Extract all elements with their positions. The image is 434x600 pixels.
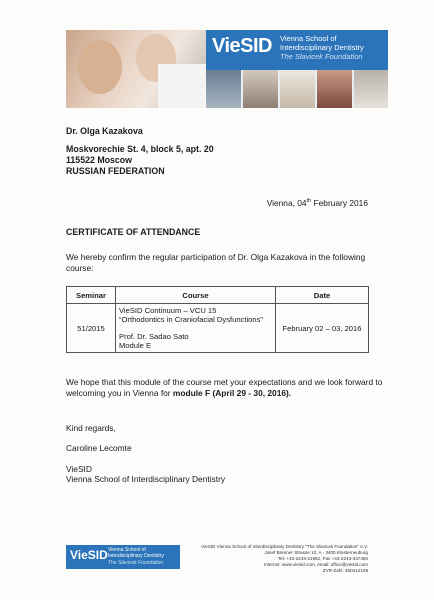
brand-text — [280, 34, 364, 61]
org-short: VieSID — [66, 464, 92, 474]
course-line-4: Module E — [119, 341, 152, 350]
footer-logo-line-1: Vienna School of — [108, 547, 146, 553]
viesid-logo: VieSID — [212, 35, 272, 57]
thumbnail-image — [243, 70, 278, 108]
course-cell — [116, 304, 276, 353]
footer-logo-line-3: The Slavicek Foundation — [108, 559, 164, 566]
recipient-country: RUSSIAN FEDERATION — [66, 166, 165, 176]
footer-address — [201, 544, 368, 574]
table-header-row — [67, 287, 369, 304]
seminar-cell: 51/2015 — [67, 304, 116, 353]
footer-viesid-logo: VieSID — [70, 548, 108, 562]
brand-logo-box — [206, 30, 388, 70]
kind-regards: Kind regards, — [66, 423, 116, 433]
closing-line-1: We hope that this module of the course met your expectations and we look forward to — [66, 377, 383, 387]
org-full: Vienna School of Interdisciplinary Dentistry — [66, 474, 226, 484]
footer-address-line: ZVR-Zahl: 480412109 — [322, 568, 368, 574]
course-line-1: VieSID Continuum – VCU 15 — [119, 306, 217, 315]
thumbnail-image — [317, 70, 352, 108]
patient-image — [78, 40, 122, 94]
school-line-2: Interdisciplinary Dentistry — [280, 43, 364, 52]
date-cell: February 02 – 03, 2016 — [276, 304, 369, 353]
closing-line-2 — [66, 388, 291, 398]
course-table — [66, 286, 369, 353]
closing-line-2-text: welcoming you in Vienna for — [66, 388, 173, 398]
footer-address-line: Josef Brenner Strasse 10, A - 3400 Klosterneuburg — [264, 550, 368, 556]
date-suffix-sup: th — [306, 198, 312, 205]
school-line-1: Vienna School of — [280, 34, 337, 43]
thumbnail-image — [280, 70, 315, 108]
footer-address-line: VieSID Vienna School of Interdisciplinary Dentistry "The Slavicek Foundation" e.V. — [201, 544, 368, 549]
header-date: Date — [276, 287, 369, 304]
thumbnail-image — [354, 70, 388, 108]
header-photo — [66, 30, 206, 108]
footer-logo — [66, 545, 180, 569]
table-row — [67, 304, 369, 353]
date-month-year: February 2016 — [311, 198, 368, 208]
intro-line-1: We hereby confirm the regular participation of Dr. Olga Kazakova in the following — [66, 252, 366, 262]
signer-name: Caroline Lecomte — [66, 443, 132, 453]
header-course: Course — [116, 287, 276, 304]
footer-logo-line-2: Interdisciplinary Dentistry — [108, 553, 164, 560]
intro-line-2: course: — [66, 263, 94, 273]
recipient-street: Moskvorechie St. 4, block 5, apt. 20 — [66, 144, 214, 154]
recipient-name: Dr. Olga Kazakova — [66, 126, 143, 136]
foundation-line: The Slavicek Foundation — [280, 52, 363, 61]
course-line-2: “Orthodontics in Craniofacial Dysfunctions” — [119, 315, 263, 324]
footer-address-line: Internet: www.viesid.com, email: office@viesid.com — [263, 562, 368, 568]
course-line-3: Prof. Dr. Sadao Sato — [119, 332, 189, 341]
header-seminar: Seminar — [67, 287, 116, 304]
letter-date — [267, 198, 368, 208]
doctor-coat-image — [158, 64, 206, 108]
header-banner — [66, 30, 388, 108]
footer-address-line: Tel: +43-2243-21962, Fax +43-2243-347450 — [277, 556, 368, 562]
recipient-city: 115522 Moscow — [66, 155, 133, 165]
certificate-title: CERTIFICATE OF ATTENDANCE — [66, 227, 201, 237]
date-prefix: Vienna, 04 — [266, 198, 307, 208]
module-f-text: module F (April 29 - 30, 2016). — [172, 388, 292, 398]
thumbnail-image — [206, 70, 241, 108]
footer-logo-text — [108, 547, 164, 566]
